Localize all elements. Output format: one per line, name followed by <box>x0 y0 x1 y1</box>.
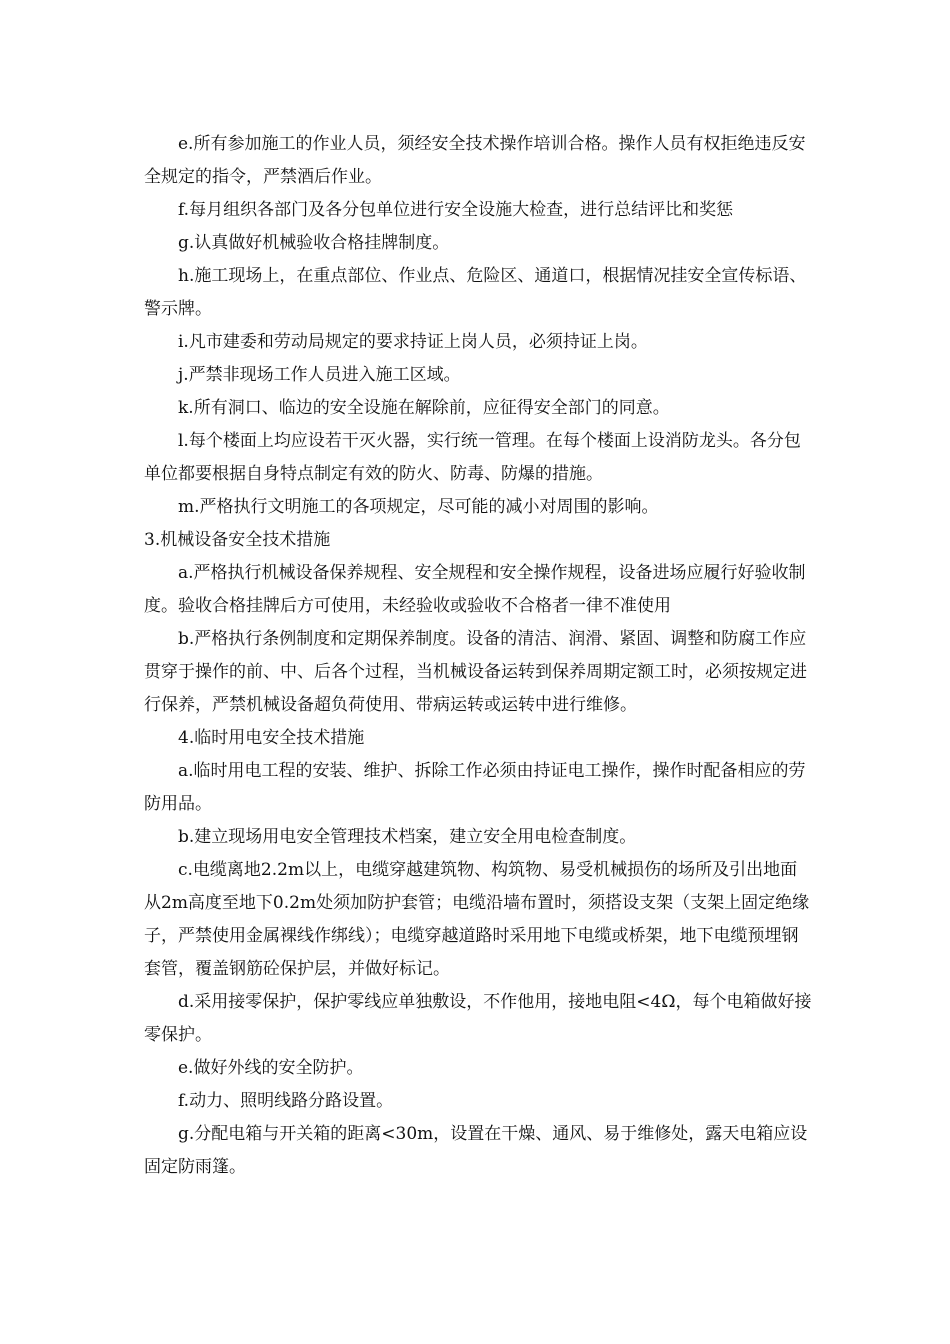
paragraph-electricity-e: e.做好外线的安全防护。 <box>178 1058 364 1078</box>
paragraph-machinery-b: b.严格执行条例制度和定期保养制度。设备的清洁、润滑、紧固、调整和防腐工作应贯穿于操作的前、中、后各个过程，当机械设备运转到保养周期定额工时，必须按规定进行保养，严禁机械设备超负荷使用、带病运转或运转中进行维修。 <box>144 629 807 715</box>
paragraph-f-inspection: f.每月组织各部门及各分包单位进行安全设施大检查，进行总结评比和奖惩 <box>178 200 734 220</box>
document-page <box>144 128 814 1184</box>
section-heading-electricity: 4.临时用电安全技术措施 <box>178 728 365 748</box>
paragraph-electricity-b: b.建立现场用电安全管理技术档案，建立安全用电检查制度。 <box>178 827 637 847</box>
paragraph-electricity-c: c.电缆离地2.2m以上，电缆穿越建筑物、构筑物、易受机械损伤的场所及引出地面从2m高度至地下0.2m处须加防护套管；电缆沿墙布置时，须搭设支架（支架上固定绝缘子，严禁使用金属裸线作绑线）；电缆穿越道路时采用地下电缆或桥架，地下电缆预埋钢套管，覆盖钢筋砼保护层，并做好标记。 <box>144 860 810 979</box>
paragraph-machinery-a: a.严格执行机械设备保养规程、安全规程和安全操作规程，设备进场应履行好验收制度。验收合格挂牌后方可使用，未经验收或验收不合格者一律不准使用 <box>144 563 806 616</box>
paragraph-electricity-d: d.采用接零保护，保护零线应单独敷设，不作他用，接地电阻<4Ω，每个电箱做好接零保护。 <box>144 992 812 1045</box>
paragraph-electricity-f: f.动力、照明线路分路设置。 <box>178 1091 394 1111</box>
paragraph-e-training: e.所有参加施工的作业人员，须经安全技术操作培训合格。操作人员有权拒绝违反安全规定的指令，严禁酒后作业。 <box>144 134 806 187</box>
paragraph-j-access: j.严禁非现场工作人员进入施工区域。 <box>178 365 461 385</box>
paragraph-electricity-g: g.分配电箱与开关箱的距离<30m，设置在干燥、通风、易于维修处，露天电箱应设固定防雨篷。 <box>144 1124 808 1177</box>
paragraph-electricity-a: a.临时用电工程的安装、维护、拆除工作必须由持证电工操作，操作时配备相应的劳防用品。 <box>144 761 806 814</box>
section-heading-machinery: 3.机械设备安全技术措施 <box>144 530 331 550</box>
paragraph-l-fire: l.每个楼面上均应设若干灭火器，实行统一管理。在每个楼面上设消防龙头。各分包单位都要根据自身特点制定有效的防火、防毒、防爆的措施。 <box>144 431 801 484</box>
paragraph-i-certification: i.凡市建委和劳动局规定的要求持证上岗人员，必须持证上岗。 <box>178 332 648 352</box>
paragraph-h-signage: h.施工现场上，在重点部位、作业点、危险区、通道口，根据情况挂安全宣传标语、警示牌。 <box>144 266 807 319</box>
paragraph-k-openings: k.所有洞口、临边的安全设施在解除前，应征得安全部门的同意。 <box>178 398 670 418</box>
paragraph-m-civilized: m.严格执行文明施工的各项规定，尽可能的减小对周围的影响。 <box>178 497 659 517</box>
paragraph-g-machine-acceptance: g.认真做好机械验收合格挂牌制度。 <box>178 233 450 253</box>
